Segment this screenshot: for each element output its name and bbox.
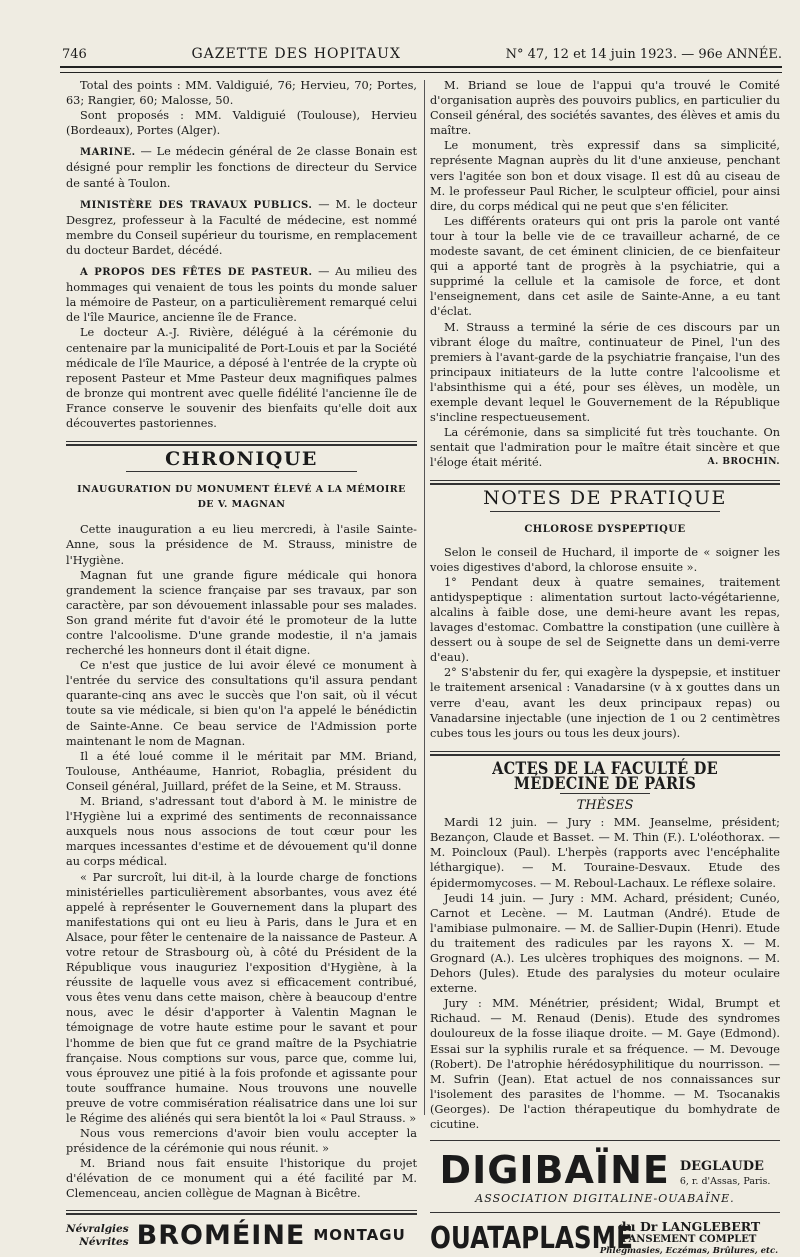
paragraph: Nous vous remercions d'avoir bien voulu accepter la présidence de la cérémonie qui nous réunit. » [66, 1127, 417, 1156]
ad-indication: Névrites [79, 1235, 129, 1248]
paragraph: « Par surcroît, lui dit-il, à la lourde charge de fonctions ministérielles particulièrement absorbantes, vous avez été appelé à représenter le Gouvernement dans la plupart des manifestations qui ont eu lieu à Paris, dans le Jura et en Alsace, pour fêter le centenaire de la naissance de Pasteur. A votre retour de Strasbourg où, à côté du Président de la République vous inauguriez l'exposition d'Hygiène, à la réussite de laquelle vous avez si efficacement contribué, vous êtes venu dans cette maison, chère à beaucoup d'entre nous, avec le désir d'apporter à Valentin Magnan le témoignage de votre haute estime pour le savant et pour l'homme de bien que fut ce grand maître de la Psychiatrie française. Nous comptions sur vous, parce que, comme lui, vous éprouvez une pitié à la fois profonde et agissante pour toute souffrance humaine. Nous trouvons une nouvelle preuve de votre commisération réalisatrice dans une loi sur le Régime des aliénés qui sera bientôt la loi « Paul Strauss. » [66, 870, 417, 1125]
ad-brand: DIGIBAÏNE [439, 1148, 670, 1193]
paragraph: Selon le conseil de Huchard, il importe de « soigner les voies digestives d'abord, la chlorose ensuite ». [430, 545, 780, 574]
item-text: — Au milieu des hommages qui venaient de tous les points du monde saluer la mémoire de Pasteur, on a particulièrement remarqué celui de l'île Maurice, ancienne île de France. [66, 265, 417, 325]
right-column [430, 78, 780, 1257]
notes-title: NOTES DE PRATIQUE [483, 487, 727, 510]
paragraph: M. Briand, s'adressant tout d'abord à M. le ministre de l'Hygiène lui a exprimé des sentiments de reconnaissance auxquels nous nous associons de tout cœur pour les marques incessantes d'estime et de dévouement qu'il donne au corps médical. [66, 795, 417, 869]
paragraph: Magnan fut une grande figure médicale qui honora grandement la science française par ses travaux, par son caractère, par son dévouement inlassable pour ses malades. Son grand mérite fut d'avoir été le promoteur de la lutte contre l'alcoolisme. D'une grande modestie, il n'a jamais recherché les honneurs dont il était digne. [66, 568, 417, 658]
section-rule [430, 751, 780, 756]
paragraph-text: La cérémonie, dans sa simplicité fut très touchante. On sentait que l'admiration pour le maître était sincère et que l'éloge était mérité. [430, 426, 780, 470]
item-text: — Le médecin général de 2e classe Bonain est désigné pour remplir les fonctions de directeur du Service de santé à Toulon. [66, 145, 417, 190]
paragraph: Jury : MM. Ménétrier, président; Widal, Brumpt et Richaud. — M. Renaud (Denis). Etude des syndromes douloureux de la fosse iliaque droite. — M. Gaye (Edmond). Essai sur la syphilis rurale et sa fréquence. — M. Devouge (Robert). De l'atrophie hérédosyphilitique du nourrisson. — M. Sufrin (Jean). Etat actuel de nos connaissances sur l'isolement des parasites de l'homme. — M. Tsocanakis (Georges). De l'action thérapeutique du bomhydrate de cicutine. [430, 997, 780, 1131]
ad-uses: Phlegmasies, Eczémas, Brûlures, etc. [599, 1246, 779, 1257]
section-rule [430, 480, 780, 485]
paragraph: M. Briand se loue de l'appui qu'a trouvé le Comité d'organisation auprès des pouvoirs publics, en particulier du Conseil général, des sociétés savantes, des élèves et amis du maître. [430, 79, 780, 138]
paragraph: Le monument, très expressif dans sa simplicité, représente Magnan auprès du lit d'une anxieuse, penchant vers l'agitée son bon et doux visage. Il est dû au ciseau de M. le professeur Paul Richer, le sculpteur officiel, pour ainsi dire, du corps médical qui ne peut que s'en féliciter. [430, 139, 780, 213]
paragraph: Mardi 12 juin. — Jury : MM. Jeanselme, président; Bezançon, Claude et Basset. — M. Thin (F.). L'oléothorax. — M. Poincloux (Paul). L'herpès (rapports avec l'encéphalite léthargique). — M. Touraine-Desvaux. Etude des épidermomycoses. — M. Reboul-Lachaux. Le réflexe solaire. [430, 816, 780, 890]
item-heading: MARINE. [80, 147, 136, 159]
issue-info: N° 47, 12 et 14 juin 1923. — 96e ANNÉE. [505, 47, 782, 62]
chronique-title: CHRONIQUE [165, 448, 318, 471]
paragraph: Ce n'est que justice de lui avoir élevé ce monument à l'entrée du service des consultations qu'il assura pendant quarante-cinq ans avec le succès que l'on sait, où il vécut toute sa vie médicale, si bien qu'on l'a appelé le bénédictin de Sainte-Anne. Ce beau service de l'Admission porte maintenant le nom de Magnan. [66, 659, 417, 748]
title-underline [560, 793, 650, 794]
title-underline [490, 511, 720, 512]
news-item-ministere [66, 197, 417, 258]
ad-subline: ASSOCIATION DIGITALINE-OUABAÏNE. [475, 1192, 735, 1206]
ouataplasme-advertisement [430, 1221, 780, 1257]
ad-maker-text: du Dr LANGLEBERT [617, 1219, 761, 1235]
signature: A. BROCHIN. [707, 457, 780, 468]
paragraph: Jeudi 14 juin. — Jury : MM. Achard, président; Cunéo, Carnot et Lecène. — M. Lautman (André). Etude de l'amibiase pulmonaire. — M. de Sallier-Dupin (Henri). Etude du traitement des radicules par les rayons X. — M. Grognard (A.). Les ulcères trophiques des moignons. — M. Dehors (Jules). Etude des paralysies du moteur oculaire externe. [430, 891, 780, 996]
theses-heading: THÈSES [576, 798, 634, 814]
bromeine-advertisement [66, 1220, 417, 1252]
ad-rule [66, 1210, 417, 1215]
actes-title: ACTES DE LA FACULTÉ DE MÉDECINE DE PARIS [492, 758, 718, 793]
paragraph: Total des points : MM. Valdiguié, 76; Hervieu, 70; Portes, 63; Rangier, 60; Malosse, 50. [66, 79, 417, 108]
header-rule [60, 66, 782, 73]
column-separator [424, 80, 425, 1115]
title-underline [126, 471, 357, 472]
paragraph: M. Strauss a terminé la série de ces discours par un vibrant éloge du maître, continuateur de Pinel, l'un des premiers à l'avant-garde de la psychiatrie française, l'un des principaux initiateurs de la lutte contre l'alcoolisme et l'absinthisme qui a été, pour ses élèves, un modèle, un exemple devant lequel le Gouvernement de la République s'incline respectueusement. [430, 320, 780, 425]
paragraph: 1° Pendant deux à quatre semaines, traitement antidyspeptique : alimentation surtout lacto-végétarienne, alcalins à faible dose, une demi-heure avant les repas, lavages d'estomac. Combattre la constipation (une cuillère à dessert ou à soupe de sel de Seignette dans un demi-verre d'eau). [430, 575, 780, 665]
ad-line: PANSEMENT COMPLET [621, 1234, 757, 1246]
page-header [62, 38, 782, 62]
ad-indications [66, 1223, 129, 1249]
news-item-marine [66, 144, 417, 190]
journal-title: GAZETTE DES HOPITAUX [191, 46, 401, 62]
paragraph: 2° S'abstenir du fer, qui exagère la dyspepsie, et instituer le traitement arsenical : Vanadarsine (v à x gouttes dans un verre d'eau, avant les deux principaux repas) ou Vanadarsine injectable (une injection de 1 ou 2 centimètres cubes tous les jours ou tous les deux jours). [430, 666, 780, 740]
ad-indication: Névralgies [66, 1222, 129, 1235]
ad-brand: BROMÉINE [136, 1220, 306, 1252]
paragraph: Le docteur A.-J. Rivière, délégué à la cérémonie du centenaire par la municipalité de Port-Louis et par la Société médicale de l'île Maurice, a déposé à l'entrée de la crypte où reposent Pasteur et Mme Pasteur deux magnifiques palmes de bronze qui montrent avec quelle fidélité l'ancienne île de France conserve le souvenir des bienfaits qu'elle doit aux découvertes pastoriennes. [66, 326, 417, 430]
ad-maker-block [680, 1160, 771, 1189]
ad-address: 6, r. d'Assas, Paris. [679, 1176, 771, 1188]
paragraph: Il a été loué comme il le méritait par MM. Briand, Toulouse, Anthéaume, Hanriot, Robaglia, président du Conseil général, Juillard, préfet de la Seine, et M. Strauss. [66, 749, 417, 793]
item-heading: MINISTÈRE DES TRAVAUX PUBLICS. [80, 199, 313, 211]
paragraph [430, 425, 780, 470]
ad-rule [430, 1212, 780, 1213]
ad-maker: DEGLAUDE [679, 1159, 764, 1175]
paragraph: Les différents orateurs qui ont pris la parole ont vanté tour à tour la belle vie de ce travailleur acharné, de ce modeste savant, de cet éminent clinicien, de ce bienfaiteur qui a apporté tant de progrès à la psychiatrie, qui a supprimé la cellule et la camisole de force, et dont l'enseignement, dans cet asile de Sainte-Anne, a eu tant d'éclat. [430, 214, 780, 319]
page-number: 746 [62, 47, 87, 62]
ad-maker: MONTAGU [313, 1226, 406, 1245]
digibaine-advertisement [430, 1148, 780, 1193]
news-item-pasteur [66, 264, 417, 325]
ad-rule [430, 1140, 780, 1141]
left-column [66, 78, 417, 1252]
notes-subtitle: CHLOROSE DYSPEPTIQUE [524, 523, 686, 535]
ad-brand: OUATAPLASME [430, 1221, 633, 1257]
item-heading: A PROPOS DES FÊTES DE PASTEUR. [80, 267, 313, 279]
paragraph: Cette inauguration a eu lieu mercredi, à l'asile Sainte-Anne, sous la présidence de M. Strauss, ministre de l'Hygiène. [66, 523, 417, 567]
chronique-subtitle: INAUGURATION DU MONUMENT ÉLEVÉ A LA MÉMOIRE DE V. MAGNAN [77, 484, 406, 511]
paragraph: Sont proposés : MM. Valdiguié (Toulouse), Hervieu (Bordeaux), Portes (Alger). [66, 109, 417, 138]
item-text: — M. le docteur Desgrez, professeur à la Faculté de médecine, est nommé membre du Conseil supérieur du tourisme, en remplacement du docteur Bardet, décédé. [66, 197, 417, 257]
paragraph: M. Briand nous fait ensuite l'historique du projet d'élévation de ce monument qui a été facilité par M. Clemenceau, ancien collègue de Magnan à Bicêtre. [66, 1157, 417, 1201]
section-rule [66, 441, 417, 446]
